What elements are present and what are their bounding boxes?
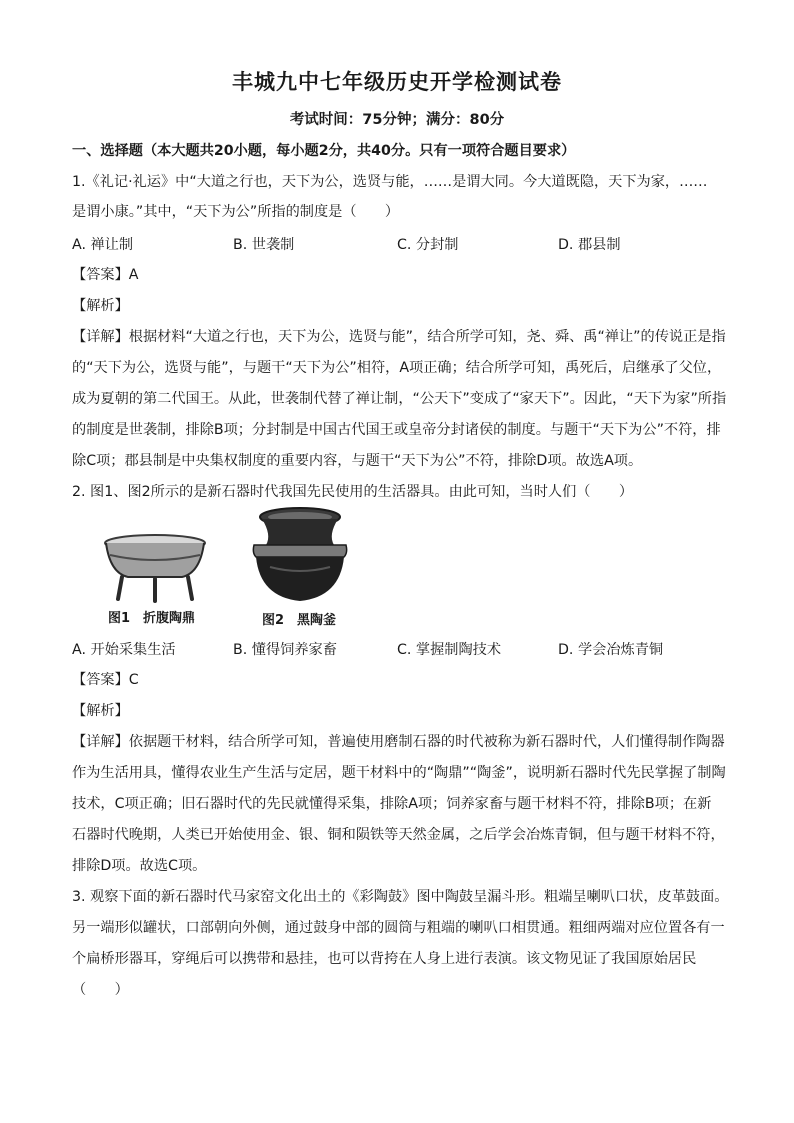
- q1-detail-line: 除C项；郡县制是中央集权制度的重要内容，与题干“天下为公”不符，排除D项。故选A项。: [72, 453, 643, 469]
- q3-stem-line: 另一端形似罐状，口部朝向外侧，通过鼓身中部的圆筒与粗端的喇叭口相贯通。粗细两端对应位置各有一: [72, 920, 725, 936]
- q2-analysis-label: 【解析】: [72, 703, 129, 719]
- q1-option-c: C. 分封制: [397, 237, 459, 253]
- q2-answer: 【答案】C: [72, 672, 139, 688]
- q2-detail-line: 技术，C项正确；旧石器时代的先民就懂得采集，排除A项；饲养家畜与题干材料不符，排除B项；在新: [72, 796, 712, 812]
- q2-option-b: B. 懂得饲养家畜: [233, 642, 337, 658]
- q2-option-a: A. 开始采集生活: [72, 642, 176, 658]
- q2-option-c: C. 掌握制陶技术: [397, 642, 502, 658]
- q3-stem-line: 个扁桥形器耳，穿绳后可以携带和悬挂，也可以背挎在人身上进行表演。该文物见证了我国原始居民: [72, 951, 697, 967]
- q2-figures: [96, 505, 356, 630]
- q1-detail-line: 【详解】根据材料“大道之行也，天下为公，选贤与能”，结合所学可知，尧、舜、禹“禅让”的传说正是指: [72, 329, 726, 345]
- page-title: 丰城九中七年级历史开学检测试卷: [232, 70, 562, 94]
- q1-option-d: D. 郡县制: [558, 237, 621, 253]
- section-heading: 一、选择题（本大题共20小题，每小题2分，共40分。只有一项符合题目要求）: [72, 143, 576, 159]
- q3-stem-line: 3. 观察下面的新石器时代马家窑文化出土的《彩陶鼓》图中陶鼓呈漏斗形。粗端呈喇叭口状，皮革鼓面。: [72, 889, 729, 905]
- q1-stem-line2: 是谓小康。”其中，“天下为公”所指的制度是（ ）: [72, 204, 400, 220]
- q1-analysis-label: 【解析】: [72, 298, 129, 314]
- black-pottery-fu-image: [244, 505, 356, 605]
- q1-answer: 【答案】A: [72, 267, 139, 283]
- fig2-caption: 图2 黑陶釜: [262, 613, 337, 628]
- q1-option-b: B. 世袭制: [233, 237, 295, 253]
- q2-detail-line: 石器时代晚期，人类已开始使用金、银、铜和陨铁等天然金属，之后学会冶炼青铜，但与题干材料不符，: [72, 827, 725, 843]
- q1-stem-line1: 1.《礼记·礼运》中“大道之行也，天下为公，选贤与能，……是谓大同。今大道既隐，天下为家，……: [72, 174, 708, 190]
- q2-option-d: D. 学会冶炼青铜: [558, 642, 664, 658]
- exam-info: 考试时间：75分钟；满分：80分: [289, 112, 505, 128]
- q2-detail-line: 【详解】依据题干材料，结合所学可知，普遍使用磨制石器的时代被称为新石器时代，人们懂得制作陶器: [72, 734, 725, 750]
- q3-stem-line: （ ）: [72, 982, 129, 998]
- q2-stem: 2. 图1、图2所示的是新石器时代我国先民使用的生活器具。由此可知，当时人们（ ）: [72, 484, 634, 500]
- q1-detail-line: 的“天下为公，选贤与能”，与题干“天下为公”相符，A项正确；结合所学可知，禹死后，启继承了父位，: [72, 360, 722, 376]
- q2-detail-line: 排除D项。故选C项。: [72, 858, 207, 874]
- q1-option-a: A. 禅让制: [72, 237, 134, 253]
- fig1-caption: 图1 折腹陶鼎: [108, 611, 196, 626]
- q2-detail-line: 作为生活用具，懂得农业生产生活与定居，题干材料中的“陶鼎”“陶釜”，说明新石器时代先民掌握了制陶: [72, 765, 726, 781]
- q1-detail-line: 的制度是世袭制，排除B项；分封制是中国古代国王或皇帝分封诸侯的制度。与题干“天下为公”不符，排: [72, 422, 721, 438]
- pottery-ding-image: [100, 521, 210, 611]
- q1-detail-line: 成为夏朝的第二代国王。从此，世袭制代替了禅让制，“公天下”变成了“家天下”。因此，“天下为家”所指: [72, 391, 727, 407]
